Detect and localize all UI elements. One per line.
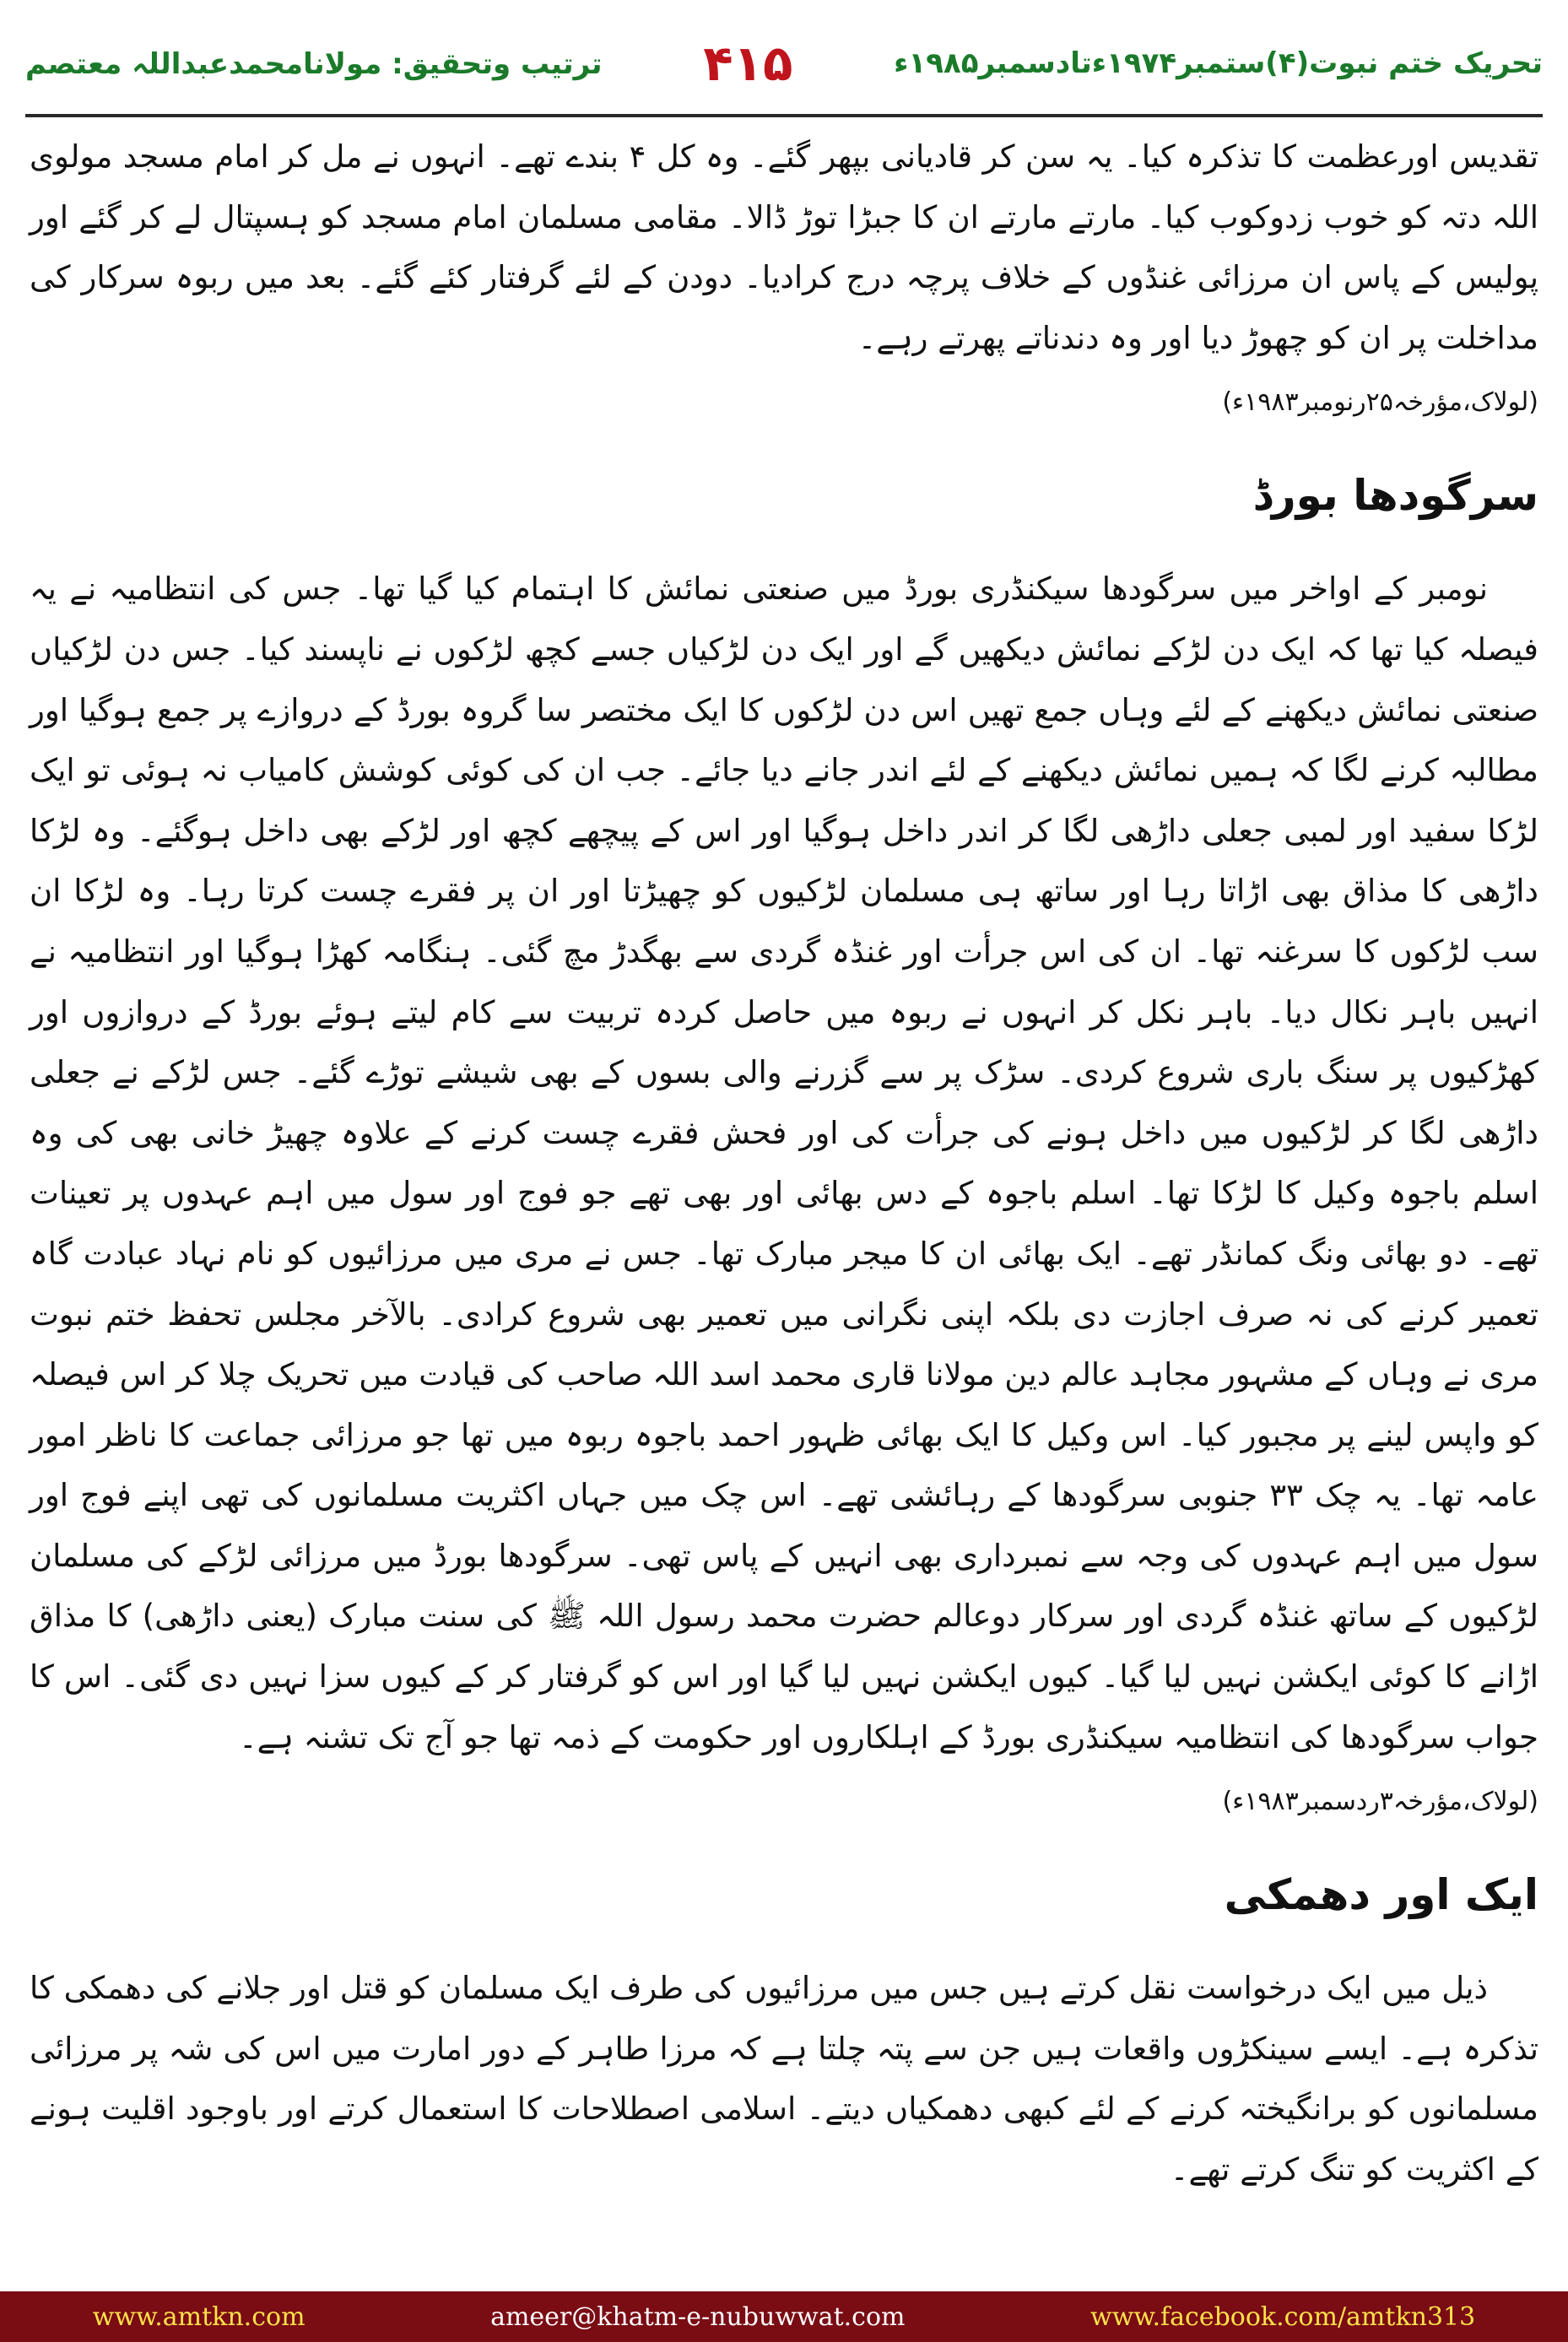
book-title: تحریک ختم نبوت(۴)ستمبر۱۹۷۴ءتادسمبر۱۹۸۵ء — [894, 46, 1543, 80]
page-number: ۴۱۵ — [703, 35, 793, 92]
page-content — [30, 127, 1538, 2262]
header-divider — [25, 114, 1543, 117]
page-footer — [0, 2291, 1568, 2342]
email-link[interactable]: ameer@khatm-e-nubuwwat.com — [490, 2301, 906, 2332]
section-2-paragraph: ذیل میں ایک درخواست نقل کرتے ہیں جس میں مرزائیوں کی طرف ایک مسلمان کو قتل اور جلانے کی دھمکی کا تذکرہ ہے۔ ایسے سینکڑوں واقعات ہیں جن سے پتہ چلتا ہے کہ مرزا طاہر کے دور امارت میں اس کی شہ پر مرزائی مسلمانوں کو برانگیختہ کرنے کے لئے کبھی دھمکیاں دیتے۔ اسلامی اصطلاحات کا استعمال کرتے اور باوجود اقلیت ہونے کے اکثریت کو تنگ کرتے تھے۔ — [30, 1970, 1539, 2188]
citation-2: (لولاک،مؤرخہ۳ردسمبر۱۹۸۳ء) — [1222, 1787, 1538, 1817]
website-link[interactable]: www.amtkn.com — [92, 2301, 305, 2332]
heading-sargodha-board: سرگودھا بورڈ — [1252, 471, 1538, 521]
citation-1: (لولاک،مؤرخہ۲۵رنومبر۱۹۸۳ء) — [1222, 387, 1538, 418]
compiler-credit: ترتیب وتحقیق: مولانامحمدعبداللہ معتصم — [25, 46, 603, 81]
intro-paragraph: تقدیس اورعظمت کا تذکرہ کیا۔ یہ سن کر قادیانی بپھر گئے۔ وہ کل ۴ بندے تھے۔ انہوں نے مل کر امام مسجد مولوی اللہ دتہ کو خوب زدوکوب کیا۔ مارتے مارتے ان کا جبڑا توڑ ڈالا۔ مقامی مسلمان امام مسجد کو ہسپتال لے کر گئے اور پولیس کے پاس ان مرزائی غنڈوں کے خلاف پرچہ درج کرادیا۔ دودن کے لئے گرفتار کئے گئے۔ بعد میں ربوہ سرکار کی مداخلت پر ان کو چھوڑ دیا اور وہ دندناتے پھرتے رہے۔ — [30, 138, 1538, 356]
heading-another-threat: ایک اور دھمکی — [1224, 1870, 1538, 1920]
facebook-link[interactable]: www.facebook.com/amtkn313 — [1090, 2301, 1476, 2332]
section-1-paragraph: نومبر کے اواخر میں سرگودھا سیکنڈری بورڈ میں صنعتی نمائش کا اہتمام کیا گیا تھا۔ جس کی انتظامیہ نے یہ فیصلہ کیا تھا کہ ایک دن لڑکے نمائش دیکھیں گے اور ایک دن لڑکیاں جسے کچھ لڑکوں نے ناپسند کیا۔ جس دن لڑکیاں صنعتی نمائش دیکھنے کے لئے وہاں جمع تھیں اس دن لڑکوں کا ایک مختصر سا گروہ بورڈ کے دروازے پر جمع ہوگیا اور مطالبہ کرنے لگا کہ ہمیں نمائش دیکھنے کے لئے اندر جانے دیا جائے۔ جب ان کی کوئی کوشش کامیاب نہ ہوئی تو ایک لڑکا سفید اور لمبی جعلی داڑھی لگا کر اندر داخل ہوگیا اور اس کے پیچھے کچھ اور لڑکے بھی داخل ہوگئے۔ وہ لڑکا داڑھی کا مذاق بھی اڑاتا رہا اور ساتھ ہی مسلمان لڑکیوں کو چھیڑتا اور ان پر فقرے چست کرتا رہا۔ وہ لڑکا ان سب لڑکوں کا سرغنہ تھا۔ ان کی اس جرأت اور غنڈہ گردی سے بھگدڑ مچ گئی۔ ہنگامہ کھڑا ہوگیا اور انتظامیہ نے انہیں باہر نکال دیا۔ باہر نکل کر انہوں نے ربوہ میں حاصل کردہ تربیت سے کام لیتے ہوئے بورڈ کے دروازوں اور کھڑکیوں پر سنگ باری شروع کردی۔ سڑک پر سے گزرنے والی بسوں کے بھی شیشے توڑے گئے۔ جس لڑکے نے جعلی داڑھی لگا کر لڑکیوں میں داخل ہونے کی جرأت کی اور فحش فقرے چست کرنے کے علاوہ چھیڑ خانی بھی کی وہ اسلم باجوہ وکیل کا لڑکا تھا۔ اسلم باجوہ کے دس بھائی اور بھی تھے جو فوج اور سول میں اہم عہدوں پر تعینات تھے۔ دو بھائی ونگ کمانڈر تھے۔ ایک بھائی ان کا میجر مبارک تھا۔ جس نے مری میں مرزائیوں کو نام نہاد عبادت گاہ تعمیر کرنے کی نہ صرف اجازت دی بلکہ اپنی نگرانی میں تعمیر بھی شروع کرادی۔ بالآخر مجلس تحفظ ختم نبوت مری نے وہاں کے مشہور مجاہد عالم دین مولانا قاری محمد اسد اللہ صاحب کی قیادت میں تحریک چلا کر اس فیصلہ کو واپس لینے پر مجبور کیا۔ اس وکیل کا ایک بھائی ظہور احمد باجوہ ربوہ میں تھا جو مرزائی جماعت کا ناظر امور عامہ تھا۔ یہ چک ۳۳ جنوبی سرگودھا کے رہائشی تھے۔ اس چک میں جہاں اکثریت مسلمانوں کی تھی اپنے فوج اور سول میں اہم عہدوں کی وجہ سے نمبرداری بھی انہیں کے پاس تھی۔ سرگودھا بورڈ میں مرزائی لڑکے کی مسلمان لڑکیوں کے ساتھ غنڈہ گردی اور سرکار دوعالم حضرت محمد رسول اللہ ﷺ کی سنت مبارک (یعنی داڑھی) کا مذاق اڑانے کا کوئی ایکشن نہیں لیا گیا۔ کیوں ایکشن نہیں لیا گیا اور اس کو گرفتار کر کے کیوں سزا نہیں دی گئی۔ اس کا جواب سرگودھا کی انتظامیہ سیکنڈری بورڈ کے اہلکاروں اور حکومت کے ذمہ تھا جو آج تک تشنہ ہے۔ — [30, 571, 1538, 1755]
page-header — [25, 17, 1543, 110]
